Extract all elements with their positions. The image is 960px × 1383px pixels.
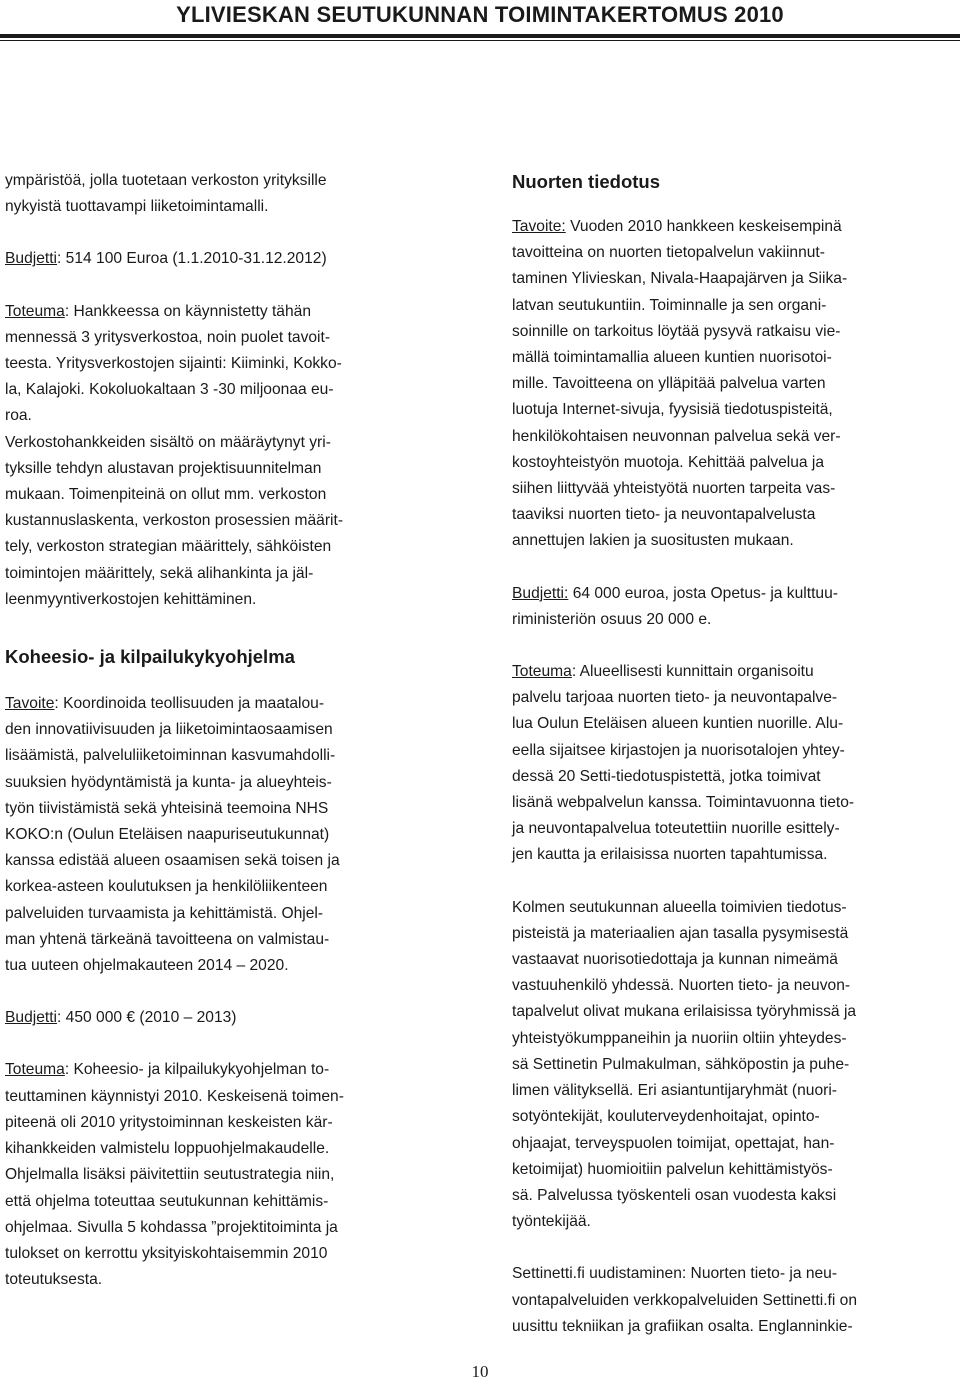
text-line: leenmyyntiverkostojen kehittäminen.: [5, 590, 257, 608]
text-line: toteutuksesta.: [5, 1271, 103, 1289]
text-line: että ohjelma toteuttaa seutukunnan kehittämis-: [5, 1192, 329, 1210]
text-line: mennessä 3 yritysverkostoa, noin puolet tavoit-: [5, 328, 331, 346]
text-line: [5, 1057, 445, 1083]
text-line: taminen Ylivieskan, Nivala-Haapajärven ja Siika-: [512, 270, 848, 288]
text-line: tapalvelut olivat mukana erilaisissa työryhmissä ja: [512, 1003, 857, 1021]
text-line: Verkostohankkeiden sisältö on määräytynyt yri-: [5, 433, 331, 451]
settinetti-paragraph: [512, 1261, 952, 1340]
text-line: työn tiivistämistä sekä yhteisinä teemoina NHS: [5, 799, 329, 817]
text-line: den innovatiivisuuden ja liiketoimintaosaamisen: [5, 721, 333, 739]
text-line: piteenä oli 2010 yritystoiminnan keskeisten kär-: [5, 1113, 333, 1131]
text-line: Kolmen seutukunnan alueella toimivien tiedotus-: [512, 898, 847, 916]
tavoite-text: : Koordinoida teollisuuden ja maatalou-: [54, 695, 325, 713]
toteuma-paragraph: [5, 299, 445, 613]
text-line: [5, 691, 445, 717]
budget2-value: : 450 000 € (2010 – 2013): [57, 1009, 237, 1027]
kolmen-seutukunnan-paragraph: [512, 895, 952, 1236]
text-line: palvelu tarjoaa nuorten tieto- ja neuvontapalve-: [512, 689, 838, 707]
text-line: sotyöntekijät, kouluterveydenhoitajat, opinto-: [512, 1108, 820, 1126]
toteuma-label: Toteuma: [512, 663, 572, 681]
text-line: sä Settinetin Pulmakulman, sähköpostin ja puhe-: [512, 1055, 850, 1073]
text-line: yhteistyökumppaneihin ja nuoriin oltiin yhteydes-: [512, 1029, 847, 1047]
section-heading-nuorten-tiedotus: Nuorten tiedotus: [512, 171, 660, 192]
header-rule-thick: [0, 34, 960, 38]
text-line: jen kautta ja erilaisissa nuorten tapahtumissa.: [512, 846, 828, 864]
text-line: [5, 246, 445, 272]
text-line: lisäämistä, palveluliiketoiminnan kasvumahdolli-: [5, 747, 336, 765]
toteuma-label: Toteuma: [5, 302, 65, 320]
text-line: lisänä webpalvelun kanssa. Toimintavuonna tieto-: [512, 794, 855, 812]
budget-value: 64 000 euroa, josta Opetus- ja kulttuu-: [568, 584, 838, 602]
text-line: nykyistä tuottavampi liiketoimintamalli.: [5, 198, 269, 216]
text-line: pisteistä ja materiaalien ajan tasalla pysymisestä: [512, 924, 849, 942]
text-line: KOKO:n (Oulun Eteläisen naapuriseutukunnat): [5, 826, 330, 844]
text-line: Settinetti.fi uudistaminen: Nuorten tieto- ja neu-: [512, 1265, 838, 1283]
text-line: korkea-asteen koulutuksen ja henkilöliikenteen: [5, 878, 328, 896]
text-line: vastuuhenkilö yhdessä. Nuorten tieto- ja neuvon-: [512, 977, 851, 995]
tavoite-label: Tavoite: [5, 695, 55, 713]
text-line: lua Oulun Eteläisen alueen kuntien nuorille. Alu-: [512, 715, 844, 733]
text-line: [512, 581, 952, 607]
text-line: teuttaminen käynnistyi 2010. Keskeisenä toimen-: [5, 1087, 344, 1105]
text-line: ohjaajat, terveyspuolen toimijat, opettajat, han-: [512, 1134, 835, 1152]
text-line: tely, verkoston strategian määrittely, sähköisten: [5, 538, 332, 556]
text-line: toimintojen määrittely, sekä alihankinta ja jäl-: [5, 564, 314, 582]
text-line: Ohjelmalla lisäksi päivitettiin seutustrategia niin,: [5, 1166, 335, 1184]
toteuma-text: : Alueellisesti kunnittain organisoitu: [571, 663, 814, 681]
page-header: [0, 0, 960, 28]
tavoite-paragraph: [5, 691, 445, 979]
text-line: ohjelmaa. Sivulla 5 kohdassa ”projektitoiminta ja: [5, 1218, 338, 1236]
text-line: tavoitteina on nuorten tietopalvelun vakiinnut-: [512, 244, 825, 262]
text-line: annettujen lakien ja suositusten mukaan.: [512, 532, 794, 550]
text-line: kustannuslaskenta, verkoston prosessien määrit-: [5, 512, 344, 530]
text-line: ketoimijat) huomioitiin palvelun kehittämistyös-: [512, 1160, 833, 1178]
toteuma2-paragraph: [5, 1057, 445, 1293]
budget2-paragraph: [5, 1005, 445, 1031]
text-line: vastaavat nuorisotiedottaja ja kunnan nimeämä: [512, 951, 838, 969]
text-line: man yhtenä tärkeänä tavoitteena on valmistau-: [5, 930, 330, 948]
text-line: mille. Tavoitteena on ylläpitää palvelua varten: [512, 375, 826, 393]
right-column: [512, 168, 952, 1340]
budget-paragraph: [512, 581, 952, 633]
budget-paragraph: [5, 246, 445, 272]
text-line: siihen liittyvää yhteistyötä nuorten tarpeita vas-: [512, 480, 836, 498]
text-line: la, Kalajoki. Kokoluokaltaan 3 -30 miljoonaa eu-: [5, 381, 334, 399]
text-line: sä. Palvelussa työskenteli osan vuodesta kaksi: [512, 1186, 837, 1204]
text-line: [5, 299, 445, 325]
header-rule-thin: [0, 40, 960, 41]
tavoite-label: Tavoite:: [512, 218, 566, 235]
intro-paragraph: [5, 168, 445, 220]
text-line: tulokset on kerrottu yksityiskohtaisemmin 2010: [5, 1244, 328, 1262]
page-number: 10: [471, 1362, 489, 1381]
text-line: ja neuvontapalvelua toteutettiin nuorille esittely-: [512, 820, 840, 838]
tavoite-paragraph: [512, 214, 952, 555]
toteuma2-text: : Koheesio- ja kilpailukykyohjelman to-: [64, 1061, 330, 1079]
text-line: vontapalveluiden verkkopalveluiden Settinetti.fi on: [512, 1291, 858, 1309]
text-line: mällä toimintamallia alueen kuntien nuorisotoi-: [512, 349, 832, 367]
text-line: [512, 659, 952, 685]
toteuma2-label: Toteuma: [5, 1061, 65, 1079]
budget-label: Budjetti: [5, 250, 58, 268]
text-line: kanssa edistää alueen osaamisen sekä toisen ja: [5, 852, 340, 870]
budget-label: Budjetti:: [512, 584, 569, 602]
toteuma-paragraph: [512, 659, 952, 869]
text-line: latvan seutukuntiin. Toiminnalle ja sen organi-: [512, 296, 827, 314]
document-title: YLIVIESKAN SEUTUKUNNAN TOIMINTAKERTOMUS 2010: [176, 2, 784, 27]
budget-value: : 514 100 Euroa (1.1.2010-31.12.2012): [57, 250, 327, 268]
text-line: limen välityksellä. Eri asiantuntijaryhmät (nuori-: [512, 1082, 837, 1100]
text-line: tua uuteen ohjelmakauteen 2014 – 2020.: [5, 957, 289, 975]
toteuma-text: : Hankkeessa on käynnistetty tähän: [64, 302, 311, 320]
text-line: taaviksi nuorten tieto- ja neuvontapalvelusta: [512, 506, 816, 524]
text-line: riministeriön osuus 20 000 e.: [512, 610, 712, 628]
text-line: soinnille on tarkoitus löytää pysyvä ratkaisu vie-: [512, 322, 841, 340]
text-line: tyksille tehdyn alustavan projektisuunnitelman: [5, 459, 322, 477]
text-line: dessä 20 Setti-tiedotuspistettä, jotka toimivat: [512, 767, 821, 785]
text-line: [5, 1005, 445, 1031]
text-line: työntekijää.: [512, 1213, 591, 1231]
text-line: ympäristöä, jolla tuotetaan verkoston yrityksille: [5, 172, 327, 189]
text-line: palveluiden turvaamista ja kehittämistä. Ohjel-: [5, 904, 324, 922]
text-line: suuksien hyödyntämistä ja kunta- ja alueyhteis-: [5, 773, 332, 791]
budget2-label: Budjetti: [5, 1009, 58, 1027]
text-line: eella sijaitsee kirjastojen ja nuorisotalojen yhtey-: [512, 741, 845, 759]
text-line: roa.: [5, 407, 32, 425]
text-line: henkilökohtaisen neuvonnan palvelua sekä ver-: [512, 427, 841, 445]
text-line: mukaan. Toimenpiteinä on ollut mm. verkoston: [5, 486, 327, 504]
text-line: uusittu tekniikan ja grafiikan osalta. Englanninkie-: [512, 1317, 853, 1335]
text-line: kihankkeiden valmistelu loppuohjelmakaudelle.: [5, 1140, 330, 1158]
text-line: teesta. Yritysverkostojen sijainti: Kiiminki, Kokko-: [5, 355, 342, 373]
text-line: luotuja Internet-sivuja, fyysisiä tiedotuspisteitä,: [512, 401, 833, 419]
text-line: kostoyhteistyön muotoja. Kehittää palvelua ja: [512, 453, 825, 471]
section-heading-koheesio: Koheesio- ja kilpailukykyohjelma: [5, 646, 295, 668]
tavoite-text: Vuoden 2010 hankkeen keskeisempinä: [565, 218, 842, 235]
left-column: [5, 168, 445, 1293]
text-line: [512, 214, 952, 240]
